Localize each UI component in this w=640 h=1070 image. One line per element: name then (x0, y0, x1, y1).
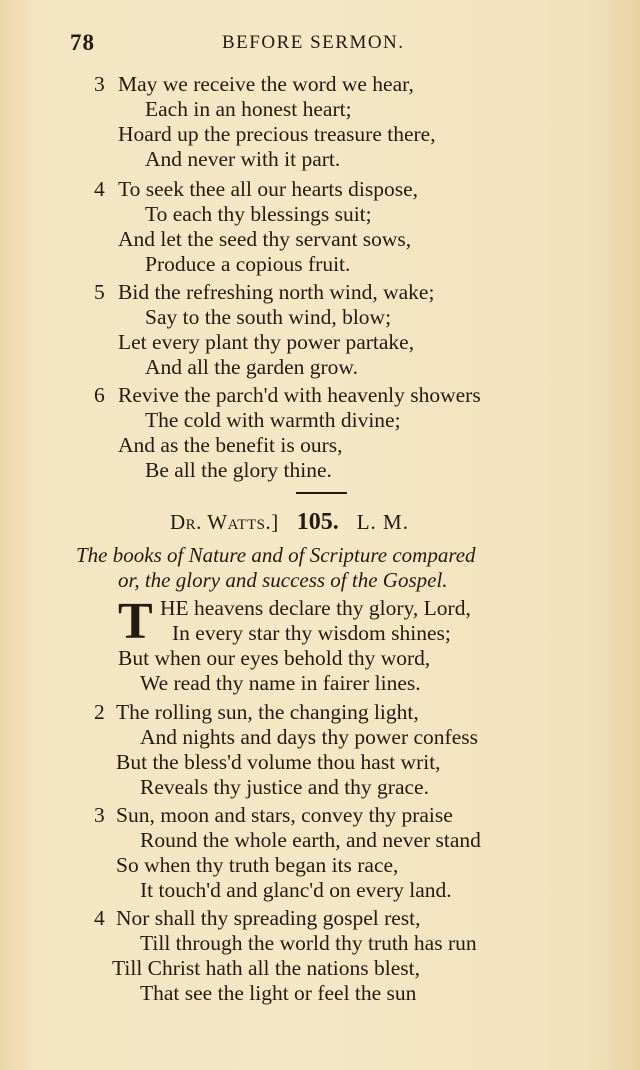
verse-line: Reveals thy justice and thy grace. (140, 775, 429, 799)
verse-line: HE heavens declare thy glory, Lord, (160, 596, 471, 620)
stanza-number: 5 (94, 280, 105, 304)
stanza-number: 2 (94, 700, 105, 724)
stanza-number: 3 (94, 803, 105, 827)
verse-line: Hoard up the precious treasure there, (118, 122, 436, 146)
verse-line: Bid the refreshing north wind, wake; (118, 280, 435, 304)
verse-line: Let every plant thy power partake, (118, 330, 415, 354)
verse-line: We read thy name in fairer lines. (140, 671, 421, 695)
verse-line: Each in an honest heart; (145, 97, 352, 121)
verse-line: And as the benefit is ours, (118, 433, 343, 457)
verse-line: But the bless'd volume thou hast writ, (116, 750, 441, 774)
verse-line: Round the whole earth, and never stand (140, 828, 481, 852)
verse-line: And let the seed thy servant sows, (118, 227, 412, 251)
verse-line: Say to the south wind, blow; (145, 305, 392, 329)
verse-line: That see the light or feel the sun (140, 981, 417, 1005)
verse-line: To seek thee all our hearts dispose, (118, 177, 419, 201)
hymn-number: 105. (296, 509, 339, 535)
verse-line: But when our eyes behold thy word, (118, 646, 431, 670)
section-divider (296, 492, 347, 494)
verse-line: And never with it part. (145, 147, 341, 171)
stanza-number: 6 (94, 383, 105, 407)
verse-line: It touch'd and glanc'd on every land. (140, 878, 452, 902)
verse-line: So when thy truth began its race, (116, 853, 399, 877)
page-number: 78 (70, 30, 95, 55)
verse-line: Revive the parch'd with heavenly showers (118, 383, 481, 407)
hymn-title-line: The books of Nature and of Scripture compared (76, 543, 476, 567)
hymn-meter: L. M. (356, 510, 409, 534)
hymn-heading (170, 508, 409, 536)
verse-line: Till Christ hath all the nations blest, (112, 956, 420, 980)
hymn-title-line: or, the glory and success of the Gospel. (118, 568, 448, 592)
stanza-number: 4 (94, 177, 105, 201)
page-header (70, 30, 550, 58)
hymn-author: Dr. Watts.] (170, 510, 279, 534)
verse-line: And nights and days thy power confess (140, 725, 478, 749)
verse-line: Be all the glory thine. (145, 458, 332, 482)
verse-line: To each thy blessings suit; (145, 202, 372, 226)
verse-line: Produce a copious fruit. (145, 252, 351, 276)
verse-line: Nor shall thy spreading gospel rest, (116, 906, 421, 930)
verse-line: The cold with warmth divine; (145, 408, 401, 432)
verse-line: In every star thy wisdom shines; (172, 621, 451, 645)
verse-line: Sun, moon and stars, convey thy praise (116, 803, 453, 827)
verse-line: The rolling sun, the changing light, (116, 700, 419, 724)
verse-line: Till through the world thy truth has run (140, 931, 477, 955)
verse-line: May we receive the word we hear, (118, 72, 414, 96)
running-head: BEFORE SERMON. (222, 32, 405, 53)
verse-line: And all the garden grow. (145, 355, 358, 379)
stanza-number: 4 (94, 906, 105, 930)
stanza-number: 3 (94, 72, 105, 96)
drop-cap: T (118, 593, 153, 650)
